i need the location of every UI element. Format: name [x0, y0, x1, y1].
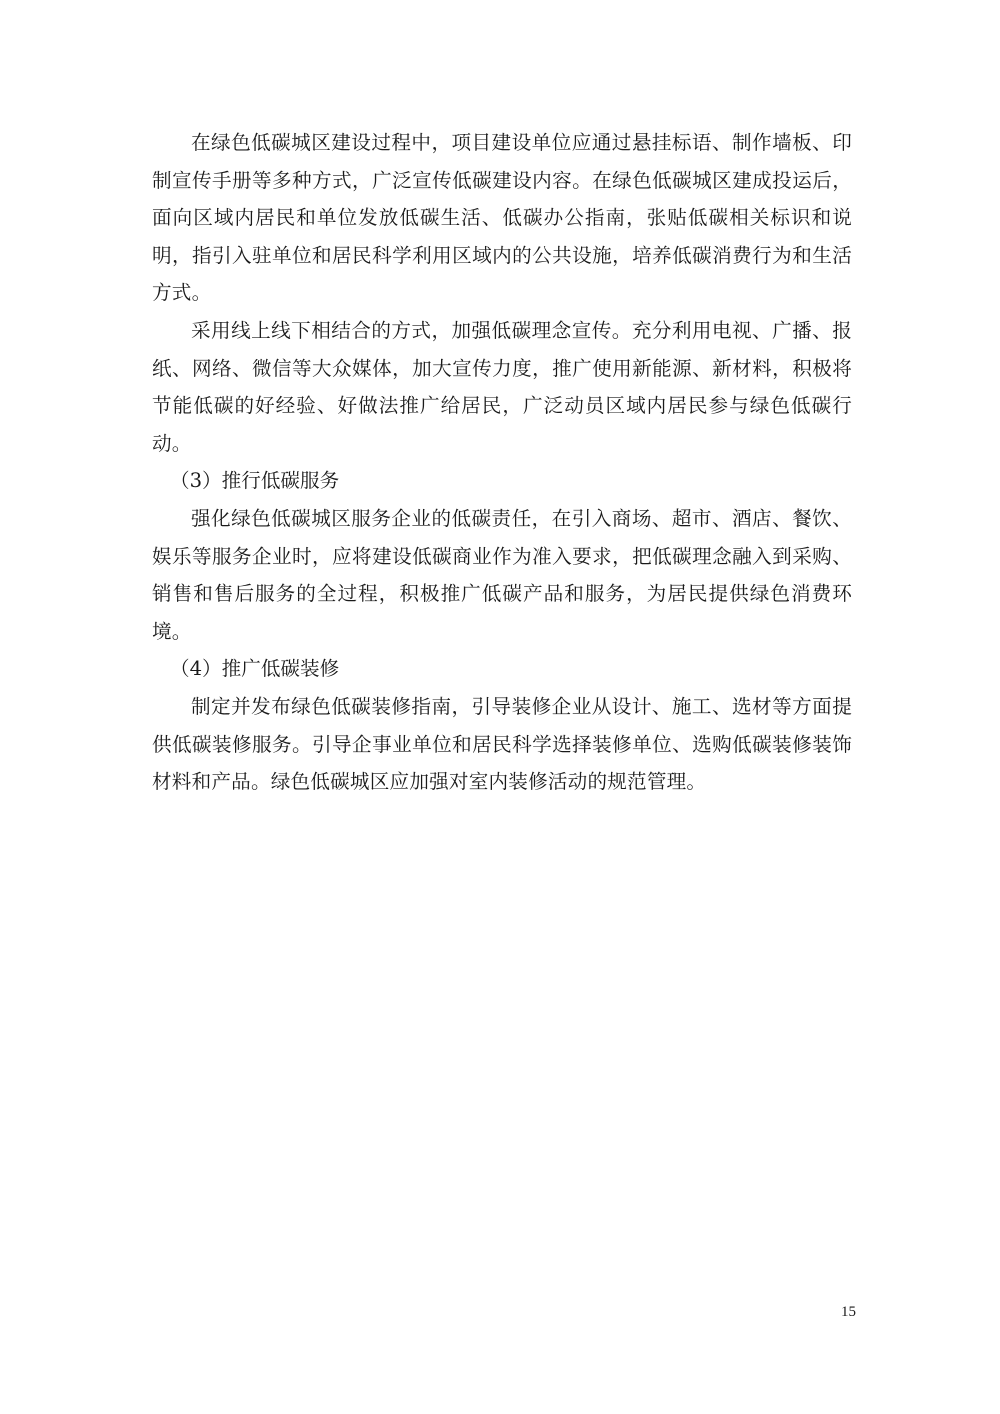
paragraph-low-carbon-services: 强化绿色低碳城区服务企业的低碳责任，在引入商场、超市、酒店、餐饮、娱乐等服务企业时，应将建设低碳商业作为准入要求，把低碳理念融入到采购、销售和售后服务的全过程，积极推广低碳产品和服务，为居民提供绿色消费环境。: [152, 506, 852, 643]
section-heading-low-carbon-renovation: （4）推广低碳装修: [170, 657, 340, 681]
paragraph-low-carbon-renovation: 制定并发布绿色低碳装修指南，引导装修企业从设计、施工、选材等方面提供低碳装修服务。引导企事业单位和居民科学选择装修单位、选购低碳装修装饰材料和产品。绿色低碳城区应加强对室内装修活动的规范管理。: [152, 694, 852, 794]
document-body: [152, 124, 852, 801]
paragraph-promotion-during-construction: 在绿色低碳城区建设过程中，项目建设单位应通过悬挂标语、制作墙板、印制宣传手册等多种方式，广泛宣传低碳建设内容。在绿色低碳城区建成投运后，面向区域内居民和单位发放低碳生活、低碳办公指南，张贴低碳相关标识和说明，指引入驻单位和居民科学利用区域内的公共设施，培养低碳消费行为和生活方式。: [152, 131, 852, 305]
paragraph-online-offline-promotion: 采用线上线下相结合的方式，加强低碳理念宣传。充分利用电视、广播、报纸、网络、微信等大众媒体，加大宣传力度，推广使用新能源、新材料，积极将节能低碳的好经验、好做法推广给居民，广泛动员区域内居民参与绿色低碳行动。: [152, 318, 852, 455]
section-heading-low-carbon-services: （3）推行低碳服务: [170, 469, 340, 493]
page-number: 15: [841, 1304, 856, 1320]
